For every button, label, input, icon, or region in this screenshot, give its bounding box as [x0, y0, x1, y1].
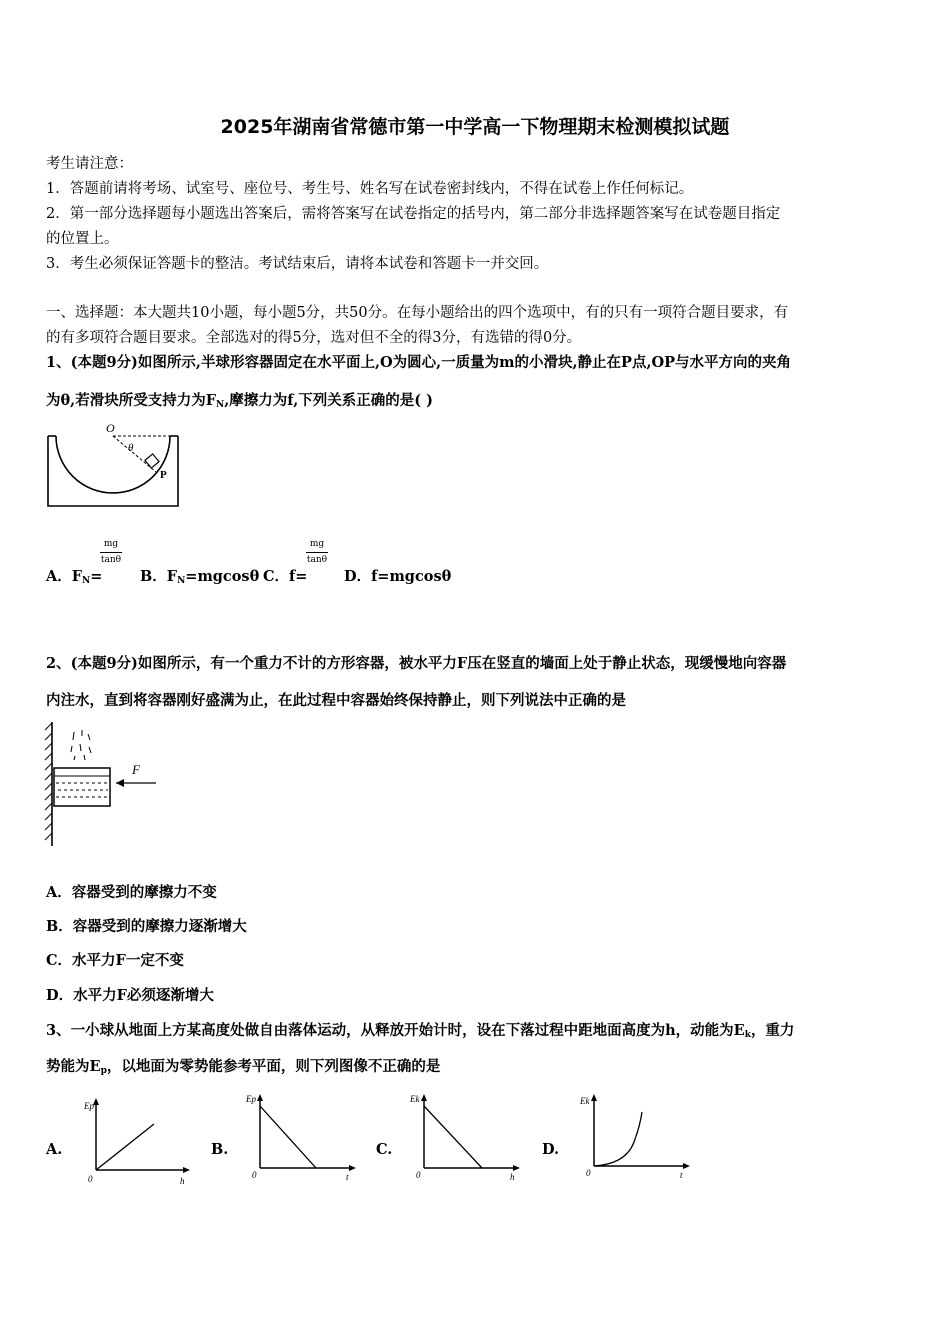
graph-curve — [594, 1112, 642, 1166]
origin-label: 0 — [416, 1170, 421, 1180]
q1-option-b[interactable]: B．$F_N=mgcos\theta$ — [140, 568, 260, 586]
container-box — [54, 768, 110, 806]
q2-stem-1: 2、(本题9分)如图所示，有一个重力不计的方形容器，被水平力F压在竖直的墙面上处于静止状态，现缓慢地向容器 — [46, 655, 787, 672]
notice-item-3: 3．考生必须保证答题卡的整洁。考试结束后，请将本试卷和答题卡一并交回。 — [46, 256, 549, 272]
falling-water — [71, 730, 91, 760]
section-intro-2: 的有多项符合题目要求。全部选对的得5分，选对但不全的得3分，有选错的得0分。 — [46, 330, 582, 346]
q3-option-b-label[interactable]: B. — [211, 1141, 229, 1158]
graph-line — [260, 1106, 316, 1168]
q1-c-frac-den: tanθ — [306, 555, 328, 565]
q1-stem-2: 为θ,若滑块所受支持力为$F_N$,摩擦力为f,下列关系正确的是( ) — [46, 392, 434, 410]
slider-block — [145, 454, 159, 468]
q1-c-frac-line — [306, 552, 328, 553]
origin-label: 0 — [88, 1174, 93, 1184]
q1-option-c[interactable]: C．f= — [263, 568, 308, 585]
label-o: O — [106, 421, 115, 435]
q3-option-a-label[interactable]: A. — [46, 1141, 63, 1158]
q1-hemisphere-figure — [44, 418, 184, 510]
section-intro-1: 一、选择题：本大题共10小题，每小题5分，共50分。在每小题给出的四个选项中，有的只有一项符合题目要求，有 — [46, 305, 789, 321]
graph-line — [424, 1106, 482, 1168]
notice-heading: 考生请注意： — [46, 156, 133, 172]
q3-option-d-label[interactable]: D. — [542, 1141, 560, 1158]
force-label: F — [132, 762, 140, 777]
x-label: t — [680, 1170, 683, 1180]
x-label: h — [510, 1172, 515, 1182]
q1-a-frac-line — [100, 552, 122, 553]
wall-hatching — [45, 723, 52, 840]
q2-container-figure — [44, 720, 164, 850]
graph-line — [96, 1124, 154, 1170]
q3-stem-2: 势能为$E_p$，以地面为零势能参考平面，则下列图像不正确的是 — [46, 1058, 441, 1076]
q2-option-c[interactable]: C．水平力F一定不变 — [46, 952, 184, 969]
y-label: Ek — [410, 1094, 420, 1104]
notice-item-2-cont: 的位置上。 — [46, 231, 119, 247]
q1-option-d[interactable]: D．f=mgcosθ — [344, 568, 452, 585]
q3-graph-a — [80, 1094, 192, 1186]
origin-label: 0 — [252, 1170, 257, 1180]
notice-item-2: 2．第一部分选择题每小题选出答案后，需将答案写在试卷指定的括号内，第二部分非选择题答案写在试卷题目指定 — [46, 206, 781, 222]
x-label: t — [346, 1172, 349, 1182]
label-theta: θ — [128, 442, 134, 454]
x-label: h — [180, 1176, 185, 1186]
q3-graph-b — [244, 1090, 360, 1186]
notice-item-1: 1．答题前请将考场、试室号、座位号、考生号、姓名写在试卷密封线内，不得在试卷上作任何标记。 — [46, 181, 694, 197]
q3-stem-1: 3、一小球从地面上方某高度处做自由落体运动，从释放开始计时，设在下落过程中距地面高度为h，动能为$E_k$，重力 — [46, 1022, 795, 1040]
q3-graph-c — [408, 1090, 524, 1186]
label-p: P — [160, 469, 167, 481]
q1-option-a[interactable]: A．$F_N=$ — [46, 568, 103, 586]
q2-option-d[interactable]: D．水平力F必须逐渐增大 — [46, 987, 214, 1004]
y-label: Ep — [246, 1094, 256, 1104]
origin-label: 0 — [586, 1168, 591, 1178]
water-dashes — [56, 783, 108, 797]
page-title: 2025年湖南省常德市第一中学高一下物理期末检测模拟试题 — [220, 116, 730, 138]
y-label: Ek — [580, 1096, 590, 1106]
q1-a-frac-den: tanθ — [100, 555, 122, 565]
q3-graph-d — [578, 1090, 694, 1186]
q1-a-frac-num: mg — [103, 539, 119, 549]
force-arrowhead — [116, 779, 124, 787]
q2-option-a[interactable]: A．容器受到的摩擦力不变 — [46, 884, 217, 901]
q1-stem-1: 1、(本题9分)如图所示,半球形容器固定在水平面上,O为圆心,一质量为m的小滑块,静止在P点,OP与水平方向的夹角 — [46, 354, 792, 371]
q2-option-b[interactable]: B．容器受到的摩擦力逐渐增大 — [46, 918, 247, 935]
y-label: Ep — [84, 1101, 94, 1111]
q2-stem-2: 内注水，直到将容器刚好盛满为止，在此过程中容器始终保持静止，则下列说法中正确的是 — [46, 692, 626, 709]
q1-c-frac-num: mg — [309, 539, 325, 549]
q3-option-c-label[interactable]: C. — [376, 1141, 393, 1158]
